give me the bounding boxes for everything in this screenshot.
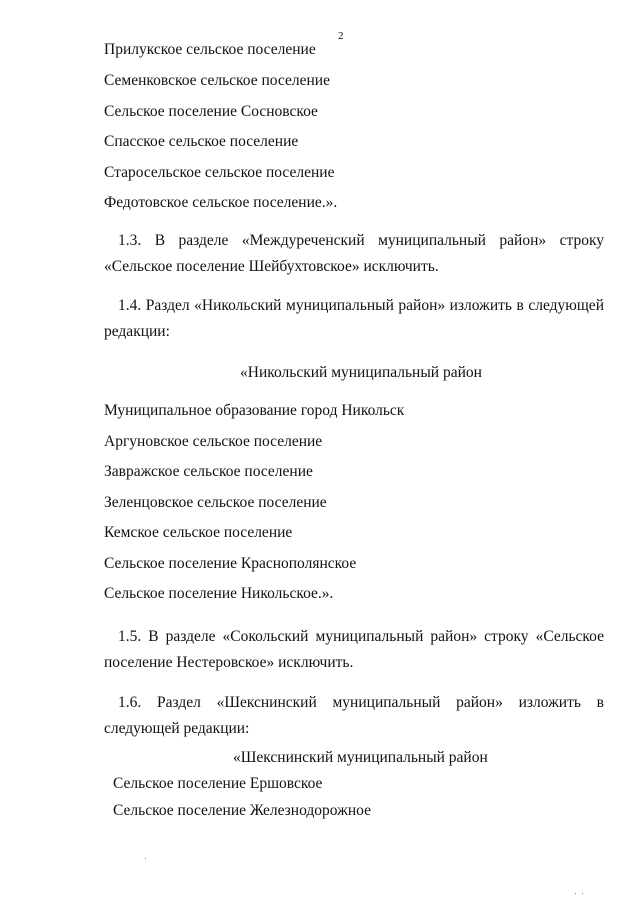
list-item: Завражское сельское поселение (104, 463, 313, 480)
list-item: Сельское поселение Сосновское (104, 103, 318, 120)
paragraph-1-6: 1.6. Раздел «Шекснинский муниципальный район» изложить в следующей редакции: (104, 694, 604, 737)
scan-speck (582, 893, 583, 894)
list-item: Сельское поселение Железнодорожное (113, 802, 371, 819)
scan-speck (575, 893, 576, 894)
list-item: Муниципальное образование город Никольск (104, 402, 405, 419)
paragraph-1-5: 1.5. В разделе «Сокольский муниципальный район» строку «Сельское поселение Нестеровское» исключить. (104, 628, 604, 671)
list-item: Сельское поселение Краснополянское (104, 555, 357, 572)
page-number: 2 (338, 30, 344, 42)
paragraph-1-3: 1.3. В разделе «Междуреченский муниципальный район» строку «Сельское поселение Шейбухтовское» исключить. (104, 232, 604, 275)
list-item: Прилукское сельское поселение (104, 41, 316, 58)
list-item: Зеленцовское сельское поселение (104, 494, 327, 511)
list-item: Спасское сельское поселение (104, 133, 299, 150)
list-item: Старосельское сельское поселение (104, 164, 335, 181)
section-heading-nikolsky: «Никольский муниципальный район (240, 364, 482, 381)
section-heading-sheksninsky: «Шекснинский муниципальный район (233, 749, 488, 766)
list-item: Федотовское сельское поселение.». (104, 194, 338, 211)
list-item: Кемское сельское поселение (104, 524, 293, 541)
paragraph-1-4: 1.4. Раздел «Никольский муниципальный район» изложить в следующей редакции: (104, 297, 604, 340)
list-item: Сельское поселение Ершовское (113, 775, 323, 792)
list-item: Аргуновское сельское поселение (104, 433, 323, 450)
list-item: Сельское поселение Никольское.». (104, 585, 334, 602)
scan-speck (145, 858, 146, 859)
list-item: Семенковское сельское поселение (104, 72, 330, 89)
